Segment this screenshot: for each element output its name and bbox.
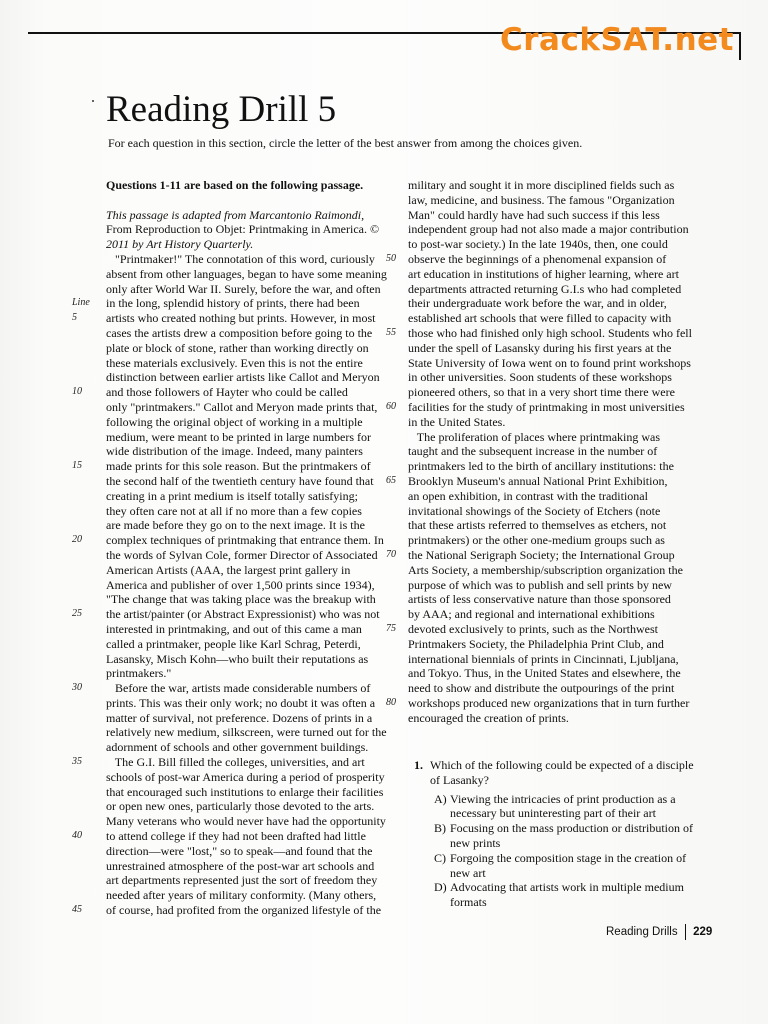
passage-line xyxy=(408,296,708,311)
passage-line xyxy=(408,504,708,519)
passage-right-column xyxy=(386,178,708,725)
line-text: artists of less conservative nature than those sponsored xyxy=(408,592,671,607)
line-number: 30 xyxy=(72,682,82,694)
line-number: 55 xyxy=(386,326,396,338)
passage-line xyxy=(72,903,388,918)
line-text: artists who created nothing but prints. However, in most xyxy=(106,311,376,326)
line-text: Questions 1-11 are based on the following passage. xyxy=(106,178,364,192)
line-text: established art schools that were filled to capacity with xyxy=(408,311,672,326)
choice-label: C) xyxy=(434,850,446,865)
choice-c[interactable] xyxy=(414,851,694,881)
passage-line xyxy=(106,356,388,371)
passage-line xyxy=(72,533,388,548)
line-text: printmakers) or the other one-medium groups such as xyxy=(408,533,665,548)
line-number: 15 xyxy=(72,460,82,472)
line-text: State University of Iowa went on to found print workshops xyxy=(408,355,691,370)
passage-line xyxy=(408,607,708,622)
line-text: complex techniques of printmaking that entrance them. In xyxy=(106,533,384,548)
line-text: The G.I. Bill filled the colleges, universities, and art xyxy=(106,755,365,770)
line-text: need to show and distribute the outpourings of the print xyxy=(408,681,675,696)
passage-line xyxy=(72,311,388,326)
line-text: purpose of which was to publish and sell prints by new xyxy=(408,577,672,592)
line-number: 5 xyxy=(72,312,77,324)
line-text: creating in a print medium is itself totally satisfying; xyxy=(106,488,358,503)
line-text: only after World War II. Surely, before the war, and often xyxy=(106,281,381,296)
passage-line xyxy=(408,489,708,504)
choice-d[interactable] xyxy=(414,880,694,910)
passage-line xyxy=(408,341,708,356)
line-text: Man" could hardly have had such success if this less xyxy=(408,207,660,222)
line-text: matter of survival, not preference. Dozens of prints in a xyxy=(106,710,373,725)
passage-line xyxy=(408,711,708,726)
line-text: "Printmaker!" The connotation of this word, curiously xyxy=(106,251,375,266)
choice-text: Forgoing the composition stage in the creation of new art xyxy=(450,850,687,880)
passage-line xyxy=(106,622,388,637)
footer-section: Reading Drills xyxy=(606,926,678,939)
passage-line xyxy=(72,755,388,770)
line-text: America and publisher of over 1,500 prints since 1934), xyxy=(106,577,375,592)
passage-line xyxy=(72,607,388,622)
line-text: international biennials of prints in Cincinnati, Ljubljana, xyxy=(408,651,679,666)
line-text: printmakers." xyxy=(106,666,172,681)
footer-divider xyxy=(685,924,687,940)
line-text: encouraged the creation of prints. xyxy=(408,710,569,725)
line-text: American Artists (AAA, the largest print gallery in xyxy=(106,562,351,577)
passage-line xyxy=(408,652,708,667)
passage-line xyxy=(106,208,388,223)
line-text: Arts Society, a membership/subscription organization the xyxy=(408,562,683,577)
passage-line xyxy=(408,430,708,445)
passage-line xyxy=(386,399,708,415)
line-number: 80 xyxy=(386,696,396,708)
passage-line xyxy=(408,311,708,326)
passage-line xyxy=(408,681,708,696)
passage-line xyxy=(106,873,388,888)
line-text: art departments represented just the sort of freedom they xyxy=(106,873,378,888)
line-text: unrestrained atmosphere of the post-war art schools and xyxy=(106,858,375,873)
passage-line xyxy=(408,444,708,459)
choice-text: Focusing on the mass production or distribution of new prints xyxy=(450,821,693,850)
passage-line xyxy=(106,400,388,415)
header-corner-rule xyxy=(739,32,741,60)
passage-line xyxy=(408,592,708,607)
passage-line xyxy=(106,785,388,800)
line-text: that encouraged such institutions to enlarge their facilities xyxy=(106,784,384,799)
line-text: to post-war society.) In the late 1940s, then, one could xyxy=(408,237,668,252)
line-text: the artist/painter (or Abstract Expressionist) who was not xyxy=(106,607,380,622)
line-text: independent group had not also made a major contribution xyxy=(408,222,689,237)
passage-line xyxy=(72,681,388,696)
choice-a[interactable] xyxy=(414,792,694,822)
line-text: direction—were "lost," so to speak—and found that the xyxy=(106,843,373,858)
passage-line xyxy=(106,711,388,726)
passage-line xyxy=(106,799,388,814)
passage-line xyxy=(408,370,708,385)
line-text: workshops produced new organizations that in turn further xyxy=(408,695,690,710)
passage-line xyxy=(408,267,708,282)
passage-line xyxy=(106,222,388,237)
passage-line xyxy=(106,504,388,519)
line-text: schools of post-war America during a period of prosperity xyxy=(106,769,385,784)
line-number: 10 xyxy=(72,386,82,398)
passage-line xyxy=(408,666,708,681)
line-text: pioneered others, so that in a very short time there were xyxy=(408,385,675,400)
passage-line xyxy=(106,430,388,445)
passage-line xyxy=(408,178,708,193)
choice-text: Advocating that artists work in multiple medium formats xyxy=(450,880,684,910)
line-text: made prints for this sole reason. But the printmakers of xyxy=(106,459,371,474)
passage-line xyxy=(106,563,388,578)
line-text: and those followers of Hayter who could be called xyxy=(106,385,348,400)
passage-line xyxy=(106,725,388,740)
passage-line xyxy=(106,178,388,193)
line-number: 45 xyxy=(72,904,82,916)
line-text: military and sought it in more disciplined fields such as xyxy=(408,178,675,192)
passage-line xyxy=(106,193,388,208)
passage-line xyxy=(386,695,708,711)
line-text: to attend college if they had not been drafted had little xyxy=(106,829,366,844)
passage-line xyxy=(106,267,388,282)
passage-line xyxy=(72,385,388,400)
passage-line xyxy=(106,888,388,903)
line-number: 20 xyxy=(72,534,82,546)
passage-line xyxy=(408,415,708,430)
passage-line xyxy=(408,193,708,208)
line-text: medium, were meant to be printed in large numbers for xyxy=(106,429,372,444)
choice-label: B) xyxy=(434,821,446,836)
line-text: adornment of schools and other government buildings. xyxy=(106,740,369,755)
passage-line xyxy=(72,459,388,474)
passage-line xyxy=(106,282,388,297)
line-text: law, medicine, and business. The famous "Organization xyxy=(408,192,675,207)
line-text: by AAA; and regional and international exhibitions xyxy=(408,607,655,622)
line-text: devoted exclusively to prints, such as the Northwest xyxy=(408,621,658,636)
passage-line xyxy=(408,385,708,400)
passage-line xyxy=(408,533,708,548)
line-text: 2011 by Art History Quarterly. xyxy=(106,237,254,252)
line-number: 60 xyxy=(386,400,396,412)
line-text: departments attracted returning G.I.s who had completed xyxy=(408,281,682,296)
passage-line xyxy=(106,578,388,593)
line-text: plate or block of stone, rather than working directly on xyxy=(106,340,369,355)
line-text: these materials exclusively. Even this is not the entire xyxy=(106,355,363,370)
passage-line xyxy=(408,637,708,652)
passage-line xyxy=(72,829,388,844)
line-text: Lasansky, Misch Kohn—who built their reputations as xyxy=(106,651,369,666)
line-text: the words of Sylvan Cole, former Director of Associated xyxy=(106,547,378,562)
passage-line xyxy=(106,237,388,252)
line-text: in the long, splendid history of prints, there had been xyxy=(106,296,360,311)
passage-line xyxy=(106,637,388,652)
line-text: under the spell of Lasansky during his first years at the xyxy=(408,340,672,355)
line-text: in other universities. Soon students of these workshops xyxy=(408,370,672,385)
line-text: "The change that was taking place was the breakup with xyxy=(106,592,376,607)
passage-line xyxy=(106,666,388,681)
passage-line xyxy=(106,740,388,755)
line-text: following the original object of working in a multiple xyxy=(106,414,363,429)
passage-line xyxy=(106,474,388,489)
line-text: in the United States. xyxy=(408,414,506,429)
passage-line xyxy=(106,844,388,859)
passage-line xyxy=(106,548,388,563)
passage-line xyxy=(106,370,388,385)
passage-line xyxy=(106,489,388,504)
line-text: The proliferation of places where printmaking was xyxy=(408,429,661,444)
choice-label: A) xyxy=(434,791,447,806)
passage-line xyxy=(106,814,388,829)
line-text: Printmakers Society, the Philadelphia Print Club, and xyxy=(408,636,664,651)
passage-line xyxy=(106,518,388,533)
line-number: 40 xyxy=(72,830,82,842)
passage-left-column xyxy=(72,178,388,918)
line-text: the National Serigraph Society; the International Group xyxy=(408,547,675,562)
line-number: 70 xyxy=(386,548,396,560)
line-text: taught and the subsequent increase in the number of xyxy=(408,444,658,459)
passage-line xyxy=(386,325,708,341)
line-text: the second half of the twentieth century have found that xyxy=(106,473,374,488)
line-text: From Reproduction to Objet: Printmaking in America. © xyxy=(106,222,380,237)
question-1 xyxy=(414,758,694,910)
question-stem xyxy=(414,758,694,788)
passage-line xyxy=(106,859,388,874)
passage-line xyxy=(72,296,388,311)
page-number: 229 xyxy=(693,926,713,939)
line-text: observe the beginnings of a phenomenal expansion of xyxy=(408,251,667,266)
line-number: 35 xyxy=(72,756,82,768)
watermark: CrackSAT.net xyxy=(500,22,734,58)
passage-line xyxy=(106,444,388,459)
passage-line xyxy=(408,282,708,297)
line-text: Brooklyn Museum's annual National Print Exhibition, xyxy=(408,473,668,488)
page-title: Reading Drill 5 xyxy=(106,89,337,130)
passage-line xyxy=(386,251,708,267)
line-text: prints. This was their only work; no doubt it was often a xyxy=(106,695,376,710)
passage-line xyxy=(106,592,388,607)
line-number: Line xyxy=(72,297,90,309)
passage-line xyxy=(386,473,708,489)
line-text: those who had finished only high school. Students who fell xyxy=(408,325,692,340)
line-text: needed after years of military conformity. (Many others, xyxy=(106,888,377,903)
question-number: 1. xyxy=(414,758,423,772)
passage-line xyxy=(408,518,708,533)
passage-line xyxy=(408,563,708,578)
line-text: This passage is adapted from Marcantonio Raimondi, xyxy=(106,207,365,222)
passage-line xyxy=(386,547,708,563)
line-number: 50 xyxy=(386,252,396,264)
line-text: distinction between earlier artists like Callot and Meryon xyxy=(106,370,380,385)
line-text: Many veterans who would never have had the opportunity xyxy=(106,814,386,829)
scan-speck xyxy=(92,100,94,102)
line-text: wide distribution of the image. Indeed, many painters xyxy=(106,444,363,459)
line-text: called a printmaker, people like Karl Schrag, Peterdi, xyxy=(106,636,361,651)
passage-line xyxy=(106,341,388,356)
passage-line xyxy=(106,696,388,711)
line-text: of course, had profited from the organized lifestyle of the xyxy=(106,903,382,918)
line-number: 25 xyxy=(72,608,82,620)
line-text: are made before they go on to the next image. It is the xyxy=(106,518,365,533)
line-text: absent from other languages, began to have some meaning xyxy=(106,266,387,281)
passage-line xyxy=(106,415,388,430)
passage-line xyxy=(408,459,708,474)
passage-line xyxy=(408,208,708,223)
line-text: art education in institutions of higher learning, where art xyxy=(408,266,679,281)
instructions: For each question in this section, circle the letter of the best answer from among the choices given. xyxy=(108,136,583,150)
line-text: relatively new medium, silkscreen, were turned out for the xyxy=(106,725,387,740)
line-text: that these artists referred to themselves as etchers, not xyxy=(408,518,667,533)
line-text: cases the artists drew a composition before going to the xyxy=(106,325,373,340)
question-text: Which of the following could be expected of a disciple of Lasanky? xyxy=(430,758,694,787)
passage-line xyxy=(408,578,708,593)
choice-label: D) xyxy=(434,880,447,895)
passage-line xyxy=(408,237,708,252)
line-text: their undergraduate work before the war, and in older, xyxy=(408,296,667,311)
line-number: 75 xyxy=(386,622,396,634)
line-text: facilities for the study of printmaking in most universities xyxy=(408,399,685,414)
passage-line xyxy=(386,621,708,637)
line-text: Before the war, artists made considerable numbers of xyxy=(106,681,371,696)
line-text: an open exhibition, in contrast with the traditional xyxy=(408,488,648,503)
line-number: 65 xyxy=(386,474,396,486)
line-text: or open new ones, particularly those devoted to the arts. xyxy=(106,799,375,814)
choice-b[interactable] xyxy=(414,821,694,851)
passage-line xyxy=(106,770,388,785)
line-text: only "printmakers." Callot and Meryon made prints that, xyxy=(106,399,378,414)
page-footer xyxy=(606,924,712,940)
passage-line xyxy=(106,652,388,667)
line-text: interested in printmaking, and out of this came a man xyxy=(106,621,362,636)
passage-line xyxy=(408,222,708,237)
line-text: and Tokyo. Thus, in the United States and elsewhere, the xyxy=(408,666,681,681)
passage-line xyxy=(408,356,708,371)
line-text: invitational showings of the Society of Etchers (note xyxy=(408,503,661,518)
line-text: printmakers led to the birth of ancillary institutions: the xyxy=(408,459,674,474)
passage-line xyxy=(106,252,388,267)
line-text: they often care not at all if no more than a few copies xyxy=(106,503,362,518)
passage-line xyxy=(106,326,388,341)
choice-text: Viewing the intricacies of print production as a necessary but uninteresting part of their art xyxy=(450,791,676,821)
